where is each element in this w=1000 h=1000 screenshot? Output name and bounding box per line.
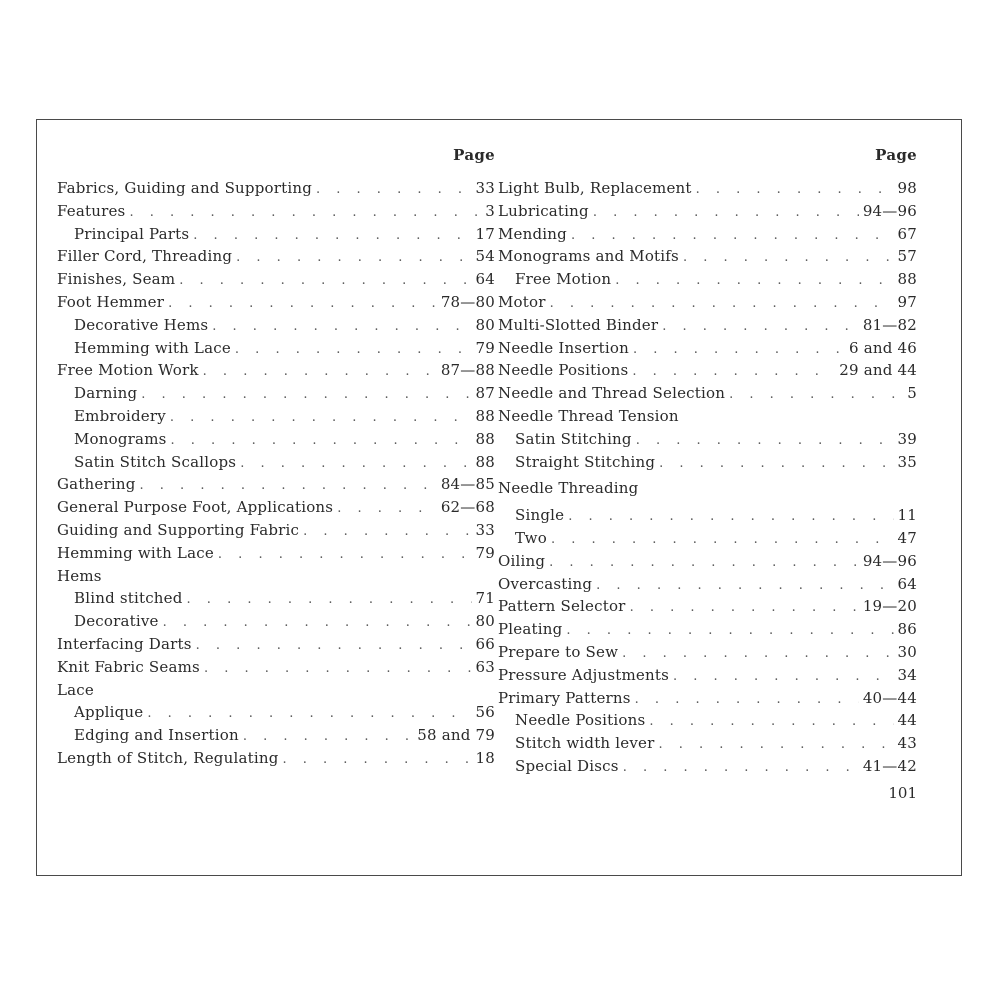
entry-page-number: 54 — [475, 247, 495, 266]
entry-label: Special Discs — [515, 756, 619, 775]
index-entry — [57, 430, 495, 453]
entry-label: Pleating — [498, 620, 563, 639]
dot-leader — [623, 760, 859, 775]
dot-leader — [633, 342, 845, 357]
entry-label: Decorative Hems — [74, 315, 209, 334]
index-entry — [498, 407, 917, 430]
entry-label: Needle and Thread Selection — [498, 384, 726, 403]
entry-page-number: 40—44 — [862, 688, 917, 707]
entry-label: Pressure Adjustments — [498, 665, 669, 684]
index-entry — [57, 270, 495, 293]
dot-leader — [649, 714, 893, 729]
index-entry — [498, 479, 917, 502]
entry-label: Satin Stitching — [515, 429, 632, 448]
dot-leader — [204, 661, 472, 676]
entry-label: Free Motion — [515, 270, 612, 289]
entry-page-number: 79 — [475, 338, 495, 357]
dot-leader — [193, 228, 471, 243]
entry-label: Single — [515, 506, 565, 525]
dot-leader — [571, 228, 894, 243]
entry-label: Mending — [498, 224, 567, 243]
dot-leader — [212, 319, 471, 334]
dot-leader — [568, 509, 893, 524]
index-entry — [57, 475, 495, 498]
index-entry — [57, 703, 495, 726]
entry-label: Finishes, Seam — [57, 270, 176, 289]
dot-leader — [615, 273, 893, 288]
dot-leader — [283, 752, 472, 767]
index-entry — [57, 247, 495, 270]
entry-page-number: 87 — [475, 384, 495, 403]
entry-label: Needle Threading — [498, 479, 639, 498]
entry-label: Filler Cord, Threading — [57, 247, 233, 266]
index-entry — [498, 597, 917, 620]
entry-page-number: 18 — [475, 748, 495, 767]
entry-label: Fabrics, Guiding and Supporting — [57, 179, 313, 197]
index-entry — [498, 643, 917, 666]
dot-leader — [179, 273, 471, 288]
dot-leader — [240, 456, 471, 471]
dot-leader — [551, 532, 894, 547]
index-entry — [57, 339, 495, 362]
index-entry — [57, 202, 495, 225]
entry-page-number: 81—82 — [862, 315, 917, 334]
dot-leader — [596, 578, 893, 593]
entry-page-number: 78—80 — [440, 292, 495, 311]
entry-label: Blind stitched — [74, 589, 183, 608]
index-entry — [498, 529, 917, 552]
dot-leader — [636, 433, 894, 448]
entry-page-number: 47 — [897, 528, 917, 547]
index-entry — [57, 589, 495, 612]
index-entry — [498, 734, 917, 757]
index-entry — [57, 179, 495, 202]
page-number: 101 — [888, 784, 917, 802]
entry-label: Hemming with Lace — [74, 338, 231, 357]
entry-page-number: 64 — [897, 574, 917, 593]
entry-label: Needle Thread Tension — [498, 406, 679, 425]
page-column-header: Page — [875, 146, 917, 164]
entry-label: Darning — [74, 384, 138, 403]
index-entry — [57, 316, 495, 339]
entry-label: Monograms — [74, 429, 167, 448]
entry-page-number: 19—20 — [862, 597, 917, 616]
entry-label: Principal Parts — [74, 224, 190, 243]
entry-label: Hemming with Lace — [57, 543, 214, 562]
index-entry — [57, 567, 495, 590]
entry-page-number: 64 — [475, 270, 495, 289]
entry-page-number: 44 — [897, 711, 917, 730]
entry-page-number: 5 — [907, 384, 917, 403]
index-entry — [498, 453, 917, 476]
entry-page-number: 39 — [897, 429, 917, 448]
entry-page-number: 17 — [475, 224, 495, 243]
entry-page-number: 86 — [897, 620, 917, 639]
entry-label: Decorative — [74, 612, 159, 631]
entry-page-number: 79 — [475, 543, 495, 562]
dot-leader — [729, 387, 903, 402]
dot-leader — [622, 646, 893, 661]
dot-leader — [635, 692, 859, 707]
dot-leader — [163, 615, 472, 630]
dot-leader — [696, 182, 894, 197]
index-entry — [498, 552, 917, 575]
index-entry — [498, 689, 917, 712]
entry-label: Needle Insertion — [498, 338, 629, 357]
entry-label: Length of Stitch, Regulating — [57, 748, 279, 767]
index-entry — [57, 407, 495, 430]
entry-page-number: 30 — [897, 642, 917, 661]
dot-leader — [632, 364, 835, 379]
entry-page-number: 43 — [897, 734, 917, 753]
entry-label: Foot Hemmer — [57, 292, 165, 311]
entry-page-number: 3 — [485, 201, 495, 220]
index-entry — [498, 202, 917, 225]
dot-leader — [187, 592, 472, 607]
index-entry — [498, 225, 917, 248]
entry-label: Gathering — [57, 475, 136, 494]
entry-page-number: 80 — [475, 612, 495, 631]
index-entry — [57, 612, 495, 635]
dot-leader — [168, 296, 437, 311]
index-entry — [57, 521, 495, 544]
entry-label: Multi-Slotted Binder — [498, 315, 659, 334]
entry-page-number: 6 and 46 — [849, 338, 917, 357]
index-entry — [57, 453, 495, 476]
entry-page-number: 63 — [475, 657, 495, 676]
index-entry — [498, 620, 917, 643]
dot-leader — [316, 182, 471, 197]
entry-label: Free Motion Work — [57, 361, 199, 380]
entry-page-number: 88 — [897, 270, 917, 289]
entry-page-number: 58 and 79 — [417, 726, 495, 745]
entry-label: Monograms and Motifs — [498, 247, 679, 266]
page-column-header: Page — [453, 146, 495, 164]
index-entry — [57, 384, 495, 407]
entry-label: Two — [515, 528, 547, 547]
dot-leader — [147, 706, 471, 721]
dot-leader — [673, 669, 894, 684]
entry-page-number: 29 and 44 — [839, 361, 917, 380]
dot-leader — [683, 250, 894, 265]
index-entry — [57, 658, 495, 681]
entry-label: Interfacing Darts — [57, 634, 192, 653]
dot-leader — [630, 600, 859, 615]
index-entry — [498, 384, 917, 407]
dot-leader — [658, 737, 893, 752]
entry-page-number: 33 — [475, 520, 495, 539]
dot-leader — [203, 364, 437, 379]
dot-leader — [593, 205, 859, 220]
entry-page-number: 34 — [897, 665, 917, 684]
index-entry — [498, 506, 917, 529]
dot-leader — [303, 524, 471, 539]
entry-label: Guiding and Supporting Fabric — [57, 520, 300, 539]
entry-label: Edging and Insertion — [74, 726, 239, 745]
index-entry — [498, 270, 917, 293]
entry-page-number: 57 — [897, 247, 917, 266]
entry-page-number: 56 — [475, 703, 495, 722]
dot-leader — [196, 638, 472, 653]
entry-page-number: 94—96 — [862, 201, 917, 220]
entry-page-number: 66 — [475, 634, 495, 653]
index-entries — [57, 179, 495, 772]
index-entry — [57, 544, 495, 567]
index-entry — [498, 293, 917, 316]
dot-leader — [140, 478, 437, 493]
index-page — [36, 119, 962, 876]
index-entry — [57, 293, 495, 316]
entry-label: Straight Stitching — [515, 452, 656, 471]
entry-label: Oiling — [498, 551, 546, 570]
dot-leader — [549, 555, 859, 570]
entry-page-number: 87—88 — [440, 361, 495, 380]
entry-page-number: 62—68 — [440, 498, 495, 517]
entry-label: Prepare to Sew — [498, 642, 619, 661]
dot-leader — [659, 456, 893, 471]
entry-page-number: 98 — [897, 179, 917, 197]
entry-page-number: 94—96 — [862, 551, 917, 570]
index-entry — [57, 726, 495, 749]
index-entry — [57, 681, 495, 704]
entry-label: Light Bulb, Replacement — [498, 179, 692, 197]
dot-leader — [218, 547, 472, 562]
index-entry — [498, 666, 917, 689]
dot-leader — [236, 250, 471, 265]
index-entry — [57, 361, 495, 384]
index-entry — [57, 225, 495, 248]
dot-leader — [550, 296, 894, 311]
dot-leader — [662, 319, 859, 334]
entry-label: General Purpose Foot, Applications — [57, 498, 334, 517]
dot-leader — [566, 623, 893, 638]
entry-page-number: 71 — [475, 589, 495, 608]
index-entry — [498, 247, 917, 270]
entry-page-number: 35 — [897, 452, 917, 471]
index-entry — [498, 430, 917, 453]
dot-leader — [235, 342, 472, 357]
dot-leader — [141, 387, 471, 402]
entry-label: Features — [57, 201, 126, 220]
entry-page-number: 67 — [897, 224, 917, 243]
dot-leader — [129, 205, 481, 220]
dot-leader — [337, 501, 437, 516]
index-entry — [498, 361, 917, 384]
entry-label: Needle Positions — [498, 361, 629, 380]
index-entry — [498, 757, 917, 780]
index-entry — [498, 316, 917, 339]
entry-label: Lace — [57, 680, 94, 699]
entry-label: Overcasting — [498, 574, 593, 593]
entry-label: Needle Positions — [515, 711, 646, 730]
dot-leader — [243, 729, 413, 744]
entry-page-number: 97 — [897, 292, 917, 311]
dot-leader — [170, 410, 472, 425]
index-entry — [57, 749, 495, 772]
entry-label: Embroidery — [74, 406, 166, 425]
entry-label: Hems — [57, 566, 102, 585]
index-entry — [498, 179, 917, 202]
entry-page-number: 88 — [475, 406, 495, 425]
index-entry — [498, 711, 917, 734]
entry-page-number: 80 — [475, 315, 495, 334]
index-entry — [57, 635, 495, 658]
index-entry — [498, 339, 917, 362]
entry-label: Primary Patterns — [498, 688, 631, 707]
entry-page-number: 88 — [475, 429, 495, 448]
entry-page-number: 84—85 — [440, 475, 495, 494]
entry-page-number: 33 — [475, 179, 495, 197]
entry-label: Applique — [74, 703, 144, 722]
entry-label: Knit Fabric Seams — [57, 657, 200, 676]
entry-label: Stitch width lever — [515, 734, 655, 753]
index-entry — [498, 575, 917, 598]
index-entries — [498, 179, 917, 780]
dot-leader — [171, 433, 472, 448]
entry-page-number: 41—42 — [862, 756, 917, 775]
index-entry — [57, 498, 495, 521]
entry-page-number: 88 — [475, 452, 495, 471]
entry-label: Pattern Selector — [498, 597, 626, 616]
entry-label: Motor — [498, 292, 546, 311]
entry-page-number: 11 — [897, 506, 917, 525]
entry-label: Satin Stitch Scallops — [74, 452, 237, 471]
entry-label: Lubricating — [498, 201, 589, 220]
